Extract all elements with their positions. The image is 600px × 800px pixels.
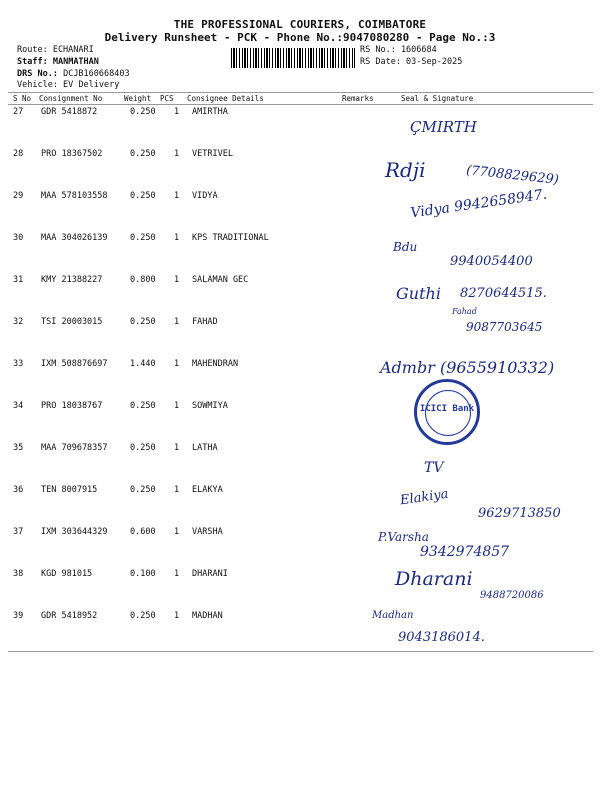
col-remarks: Remarks [342,94,374,103]
row-consignment: TEN 8007915 [41,485,98,495]
row-pcs: 1 [174,443,180,453]
staff-label: Staff: [17,57,48,67]
row-consignee: KPS TRADITIONAL [192,233,269,243]
row-weight: 0.250 [130,233,156,243]
col-weight: Weight [124,94,152,103]
signature-37: P.Varsha [378,530,429,544]
row-consignment: PRO 18038767 [41,401,103,411]
row-sno: 30 [13,233,24,243]
row-sno: 28 [13,149,24,159]
row-consignment: KGD 981015 [41,569,93,579]
signature-36: Elakiya [399,486,450,509]
row-sno: 38 [13,569,24,579]
row-consignee: ELAKYA [192,485,223,495]
row-consignee: DHARANI [192,569,228,579]
row-weight: 0.250 [130,149,156,159]
table-row [8,401,593,443]
row-pcs: 1 [174,611,180,621]
row-consignment: MAA 709678357 [41,443,108,453]
row-sno: 36 [13,485,24,495]
route-label: Route: ECHANARI [17,45,94,55]
phone-37: 9342974857 [420,544,510,560]
row-weight: 0.250 [130,401,156,411]
row-consignee: SOWMIYA [192,401,228,411]
row-consignee: VARSHA [192,527,223,537]
row-sno: 39 [13,611,24,621]
signature-29: Vidya 9942658947. [409,186,548,222]
row-consignment: GDR 5418952 [41,611,98,621]
row-consignee: LATHA [192,443,218,453]
barcode-image [231,48,355,68]
row-pcs: 1 [174,275,180,285]
phone-28: (7708829629) [465,163,560,188]
col-sno: S No [13,94,32,103]
row-consignee: MADHAN [192,611,223,621]
signature-27: ÇMIRTH [410,118,477,136]
signature-35: TV [424,460,444,476]
col-consignee: Consignee Details [187,94,264,103]
row-pcs: 1 [174,527,180,537]
phone-32: 9087703645 [466,320,543,334]
phone-38: 9488720086 [480,590,544,601]
header-bottom-rule [8,104,593,105]
runsheet-subtitle: Delivery Runsheet - PCK - Phone No.:9047080280 - Page No.:3 [104,31,496,44]
vehicle-label: Vehicle: EV Delivery [17,80,120,90]
row-pcs: 1 [174,233,180,243]
row-weight: 1.440 [130,359,156,369]
phone-36: 9629713850 [478,506,561,521]
phone-31: 8270644515. [460,286,547,301]
row-pcs: 1 [174,401,180,411]
row-sno: 32 [13,317,24,327]
stamp-text: ICICI Bank [419,404,475,414]
row-weight: 0.250 [130,611,156,621]
row-consignment: IXM 303644329 [41,527,108,537]
signature-32: Fahad [452,307,477,316]
row-weight: 0.600 [130,527,156,537]
row-pcs: 1 [174,485,180,495]
staff-row [17,57,99,67]
row-consignment: MAA 304026139 [41,233,108,243]
row-consignee: VIDYA [192,191,218,201]
row-weight: 0.250 [130,107,156,117]
signature-39: Madhan [372,610,414,621]
row-consignment: KMY 21388227 [41,275,103,285]
col-pcs: PCS [160,94,174,103]
rs-number: RS No.: 1606684 [360,45,437,55]
table-row [8,107,593,149]
table-row [8,611,593,653]
phone-39: 9043186014. [398,630,485,645]
row-sno: 35 [13,443,24,453]
row-weight: 0.800 [130,275,156,285]
table-bottom-rule [8,651,593,652]
col-consignment: Consignment No [39,94,103,103]
row-consignment: GDR 5418872 [41,107,98,117]
row-weight: 0.250 [130,191,156,201]
row-sno: 34 [13,401,24,411]
table-row [8,443,593,485]
row-weight: 0.250 [130,443,156,453]
phone-30: 9940054400 [450,254,533,269]
row-weight: 0.100 [130,569,156,579]
row-pcs: 1 [174,359,180,369]
row-pcs: 1 [174,569,180,579]
row-consignee: SALAMAN GEC [192,275,249,285]
row-consignee: VETRIVEL [192,149,233,159]
company-title: THE PROFESSIONAL COURIERS, COIMBATORE [173,18,427,31]
row-sno: 31 [13,275,24,285]
signature-33: Admbr (9655910332) [380,358,555,377]
staff-name: MANMATHAN [52,57,99,67]
rs-date: RS Date: 03-Sep-2025 [360,57,463,67]
signature-31: Guthi [396,284,441,303]
drs-number: DCJB160668403 [63,69,130,79]
row-consignment: PRO 18367502 [41,149,103,159]
row-sno: 33 [13,359,24,369]
bank-seal-stamp [414,379,480,445]
header-top-rule [8,92,593,93]
row-consignment: TSI 20003015 [41,317,103,327]
row-pcs: 1 [174,191,180,201]
row-pcs: 1 [174,107,180,117]
row-consignee: MAHENDRAN [192,359,239,369]
row-consignment: IXM 508876697 [41,359,108,369]
row-sno: 27 [13,107,24,117]
row-sno: 29 [13,191,24,201]
row-pcs: 1 [174,317,180,327]
row-weight: 0.250 [130,317,156,327]
drs-row [17,69,130,79]
row-sno: 37 [13,527,24,537]
row-consignment: MAA 578103558 [41,191,108,201]
signature-30: Bdu [393,240,418,254]
row-consignee: FAHAD [192,317,218,327]
signature-38: Dharani [395,568,473,590]
drs-label: DRS No.: [17,69,58,79]
col-seal-signature: Seal & Signature [401,94,474,103]
row-pcs: 1 [174,149,180,159]
row-weight: 0.250 [130,485,156,495]
signature-28: Rdji [385,158,426,182]
row-consignee: AMIRTHA [192,107,228,117]
